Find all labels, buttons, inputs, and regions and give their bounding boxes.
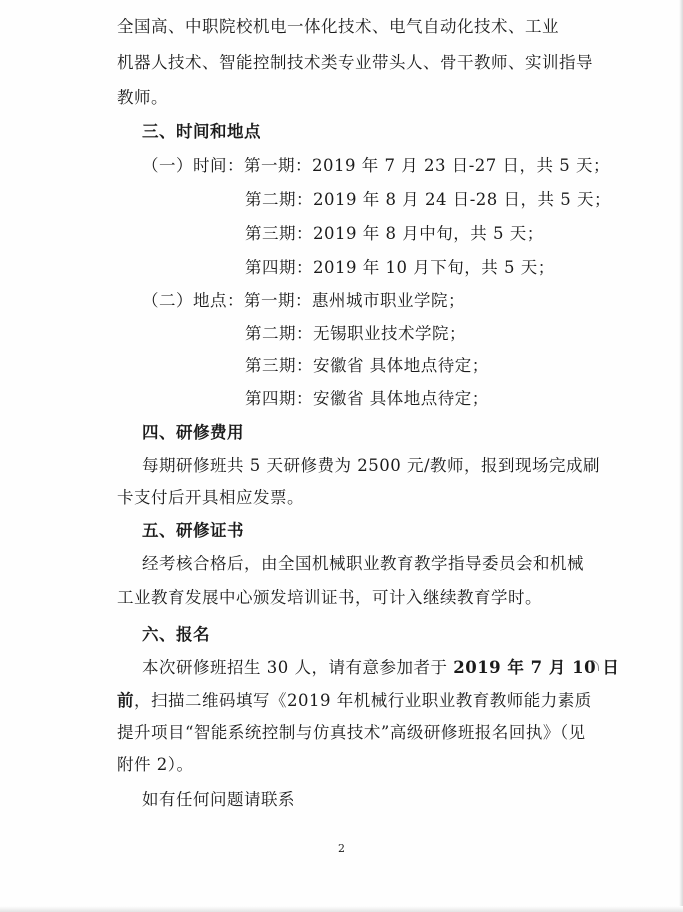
paragraph-line: 全国高、中职院校机电一体化技术、电气自动化技术、工业 bbox=[117, 17, 559, 36]
section-heading-fees: 四、研修费用 bbox=[142, 423, 244, 442]
paragraph-line: 如有任何问题请联系 bbox=[142, 790, 295, 809]
registration-deadline: 2019 年 7 月 10 日 bbox=[453, 658, 620, 677]
paragraph-line: 经考核合格后，由全国机械职业教育教学指导委员会和机械 bbox=[142, 554, 584, 573]
registration-text: 本次研修班招生 30 人，请有意参加者于 bbox=[142, 658, 454, 677]
paragraph-line: 提升项目“智能系统控制与仿真技术”高级研修班报名回执》（见 bbox=[117, 723, 586, 742]
page-number: 2 bbox=[338, 842, 345, 855]
schedule-line: 第二期：2019 年 8 月 24 日-28 日，共 5 天； bbox=[245, 190, 612, 209]
section-heading-time-place: 三、时间和地点 bbox=[142, 122, 261, 141]
page-edge bbox=[679, 0, 683, 912]
location-line: 第三期：安徽省 具体地点待定； bbox=[245, 356, 489, 375]
registration-deadline-suffix: 前 bbox=[117, 691, 134, 710]
paragraph-line: 工业教育发展中心颁发培训证书，可计入继续教育学时。 bbox=[117, 588, 542, 607]
registration-text: ，扫描二维码填写《2019 年机械行业职业教育教师能力素质 bbox=[134, 691, 592, 710]
location-line: 第二期：无锡职业技术学院； bbox=[245, 324, 466, 343]
paragraph-line: 机器人技术、智能控制技术类专业带头人、骨干教师、实训指导 bbox=[117, 53, 593, 72]
paragraph-line: 附件 2）。 bbox=[117, 755, 194, 774]
section-heading-certificate: 五、研修证书 bbox=[142, 521, 244, 540]
paragraph-line: 教师。 bbox=[117, 88, 168, 107]
paragraph-line bbox=[142, 657, 619, 679]
paragraph-line bbox=[117, 690, 592, 712]
section-heading-registration: 六、报名 bbox=[142, 625, 210, 644]
schedule-line: 第四期：2019 年 10 月下旬，共 5 天； bbox=[245, 258, 555, 277]
schedule-line: （一）时间：第一期：2019 年 7 月 23 日-27 日，共 5 天； bbox=[142, 156, 611, 175]
paragraph-line: 卡支付后开具相应发票。 bbox=[117, 488, 304, 507]
paragraph-line: 每期研修班共 5 天研修费为 2500 元/教师，报到现场完成刷 bbox=[142, 456, 601, 475]
location-line: （二）地点：第一期：惠州城市职业学院； bbox=[142, 291, 465, 310]
location-line: 第四期：安徽省 具体地点待定； bbox=[245, 389, 489, 408]
schedule-line: 第三期：2019 年 8 月中旬，共 5 天； bbox=[245, 224, 544, 243]
page-edge-bottom bbox=[0, 906, 683, 912]
